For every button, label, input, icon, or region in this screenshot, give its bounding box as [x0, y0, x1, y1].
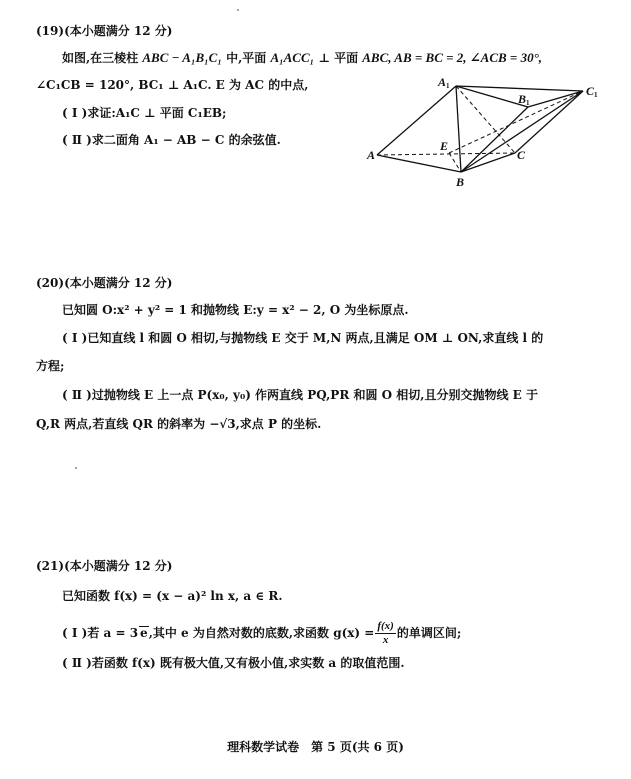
problem-number: (21)	[36, 559, 65, 573]
label-A1: A1	[438, 75, 450, 90]
part-text: 若函数 f(x) 既有极大值,又有极小值,求实数 a 的取值范围.	[91, 656, 405, 670]
part-text: 已知直线 l 和圆 O 相切,与抛物线 E 交于 M,N 两点,且满足 OM ⊥ ON,求直线 l 的	[87, 331, 544, 345]
sqrt-e	[139, 626, 149, 639]
edge-A1-C-hidden	[456, 86, 515, 153]
label-C1: C1	[586, 84, 598, 99]
problem-20-part2-continuation: Q,R 两点,若直线 QR 的斜率为 −√3,求点 P 的坐标.	[36, 417, 322, 431]
edge-A-C-hidden	[377, 153, 515, 155]
problem-21-heading	[36, 558, 172, 574]
scan-speck	[75, 467, 77, 469]
part-label: ( Ⅰ )	[62, 331, 88, 345]
problem-21-stem: 已知函数 f(x) = (x − a)² ln x, a ∈ R.	[62, 589, 283, 603]
part-text: 过抛物线 E 上一点 P(x₀, y₀) 作两直线 PQ,PR 和圆 O 相切,且分别交抛物线 E 于	[91, 388, 538, 402]
score-note: (本小题满分 12 分)	[64, 559, 173, 573]
edge-E-B-hidden	[449, 153, 461, 172]
part-text: 若 a = 3	[87, 626, 139, 640]
part-text: 求证:A₁C ⊥ 平面 C₁EB;	[87, 106, 227, 120]
stem-text: ⊥ 平面	[314, 51, 363, 65]
part-text: 的单调区间;	[396, 626, 462, 640]
problem-20-part2	[62, 387, 538, 403]
label-C: C	[517, 148, 526, 162]
problem-number: (20)	[36, 276, 65, 290]
label-A: A	[367, 148, 376, 162]
part-label: ( Ⅱ )	[62, 133, 92, 147]
prism-figure	[367, 75, 618, 198]
edge-A1-C1	[456, 86, 583, 91]
problem-20-stem: 已知圆 O:x² + y² = 1 和抛物线 E:y = x² − 2, O 为坐标原点.	[62, 303, 409, 317]
problem-19-stem-line1	[62, 50, 542, 66]
part-label: ( Ⅰ )	[62, 106, 88, 120]
edge-A-B	[377, 155, 461, 172]
edge-A1-B	[456, 86, 461, 172]
label-B: B	[456, 175, 465, 189]
part-label: ( Ⅱ )	[62, 656, 92, 670]
edge-E-C1-hidden	[449, 91, 583, 153]
part-text: ,其中 e 为自然对数的底数,求函数 g(x) =	[148, 626, 375, 640]
score-note: (本小题满分 12 分)	[64, 24, 173, 38]
problem-20-heading	[36, 275, 172, 291]
edge-B-C	[461, 153, 515, 172]
scan-speck	[237, 9, 239, 11]
part-label: ( Ⅰ )	[62, 626, 88, 640]
fraction-f-over-x	[375, 620, 396, 647]
problem-20-part1-continuation: 方程;	[36, 359, 65, 373]
part-label: ( Ⅱ )	[62, 388, 92, 402]
plane-name: A₁ACC₁	[270, 50, 315, 65]
fraction-numerator: f(x)	[377, 620, 394, 632]
fraction-denominator: x	[382, 634, 389, 646]
stem-conditions: ABC, AB = BC = 2, ∠ACB = 30°,	[362, 50, 543, 65]
label-B1: B1	[518, 92, 530, 107]
score-note: (本小题满分 12 分)	[64, 276, 173, 290]
problem-19-stem-line2: ∠C₁CB = 120°, BC₁ ⊥ A₁C. E 为 AC 的中点,	[36, 78, 309, 92]
sqrt-radicand: e	[140, 626, 148, 640]
stem-text: 中,平面	[221, 51, 271, 65]
problem-19-heading	[36, 23, 172, 39]
problem-21-part2	[62, 655, 405, 671]
part-text: 求二面角 A₁ − AB − C 的余弦值.	[91, 133, 281, 147]
problem-20-part1	[62, 330, 543, 346]
label-E: E	[440, 139, 449, 153]
problem-19-part2	[62, 132, 281, 148]
stem-text: 如图,在三棱柱	[62, 51, 143, 65]
page-footer: 理科数学试卷 第 5 页(共 6 页)	[227, 740, 404, 754]
prism-name: ABC − A₁B₁C₁	[142, 50, 222, 65]
problem-21-part1	[62, 620, 461, 647]
problem-19-part1	[62, 105, 226, 121]
edge-B-B1	[461, 107, 528, 172]
problem-number: (19)	[36, 24, 65, 38]
